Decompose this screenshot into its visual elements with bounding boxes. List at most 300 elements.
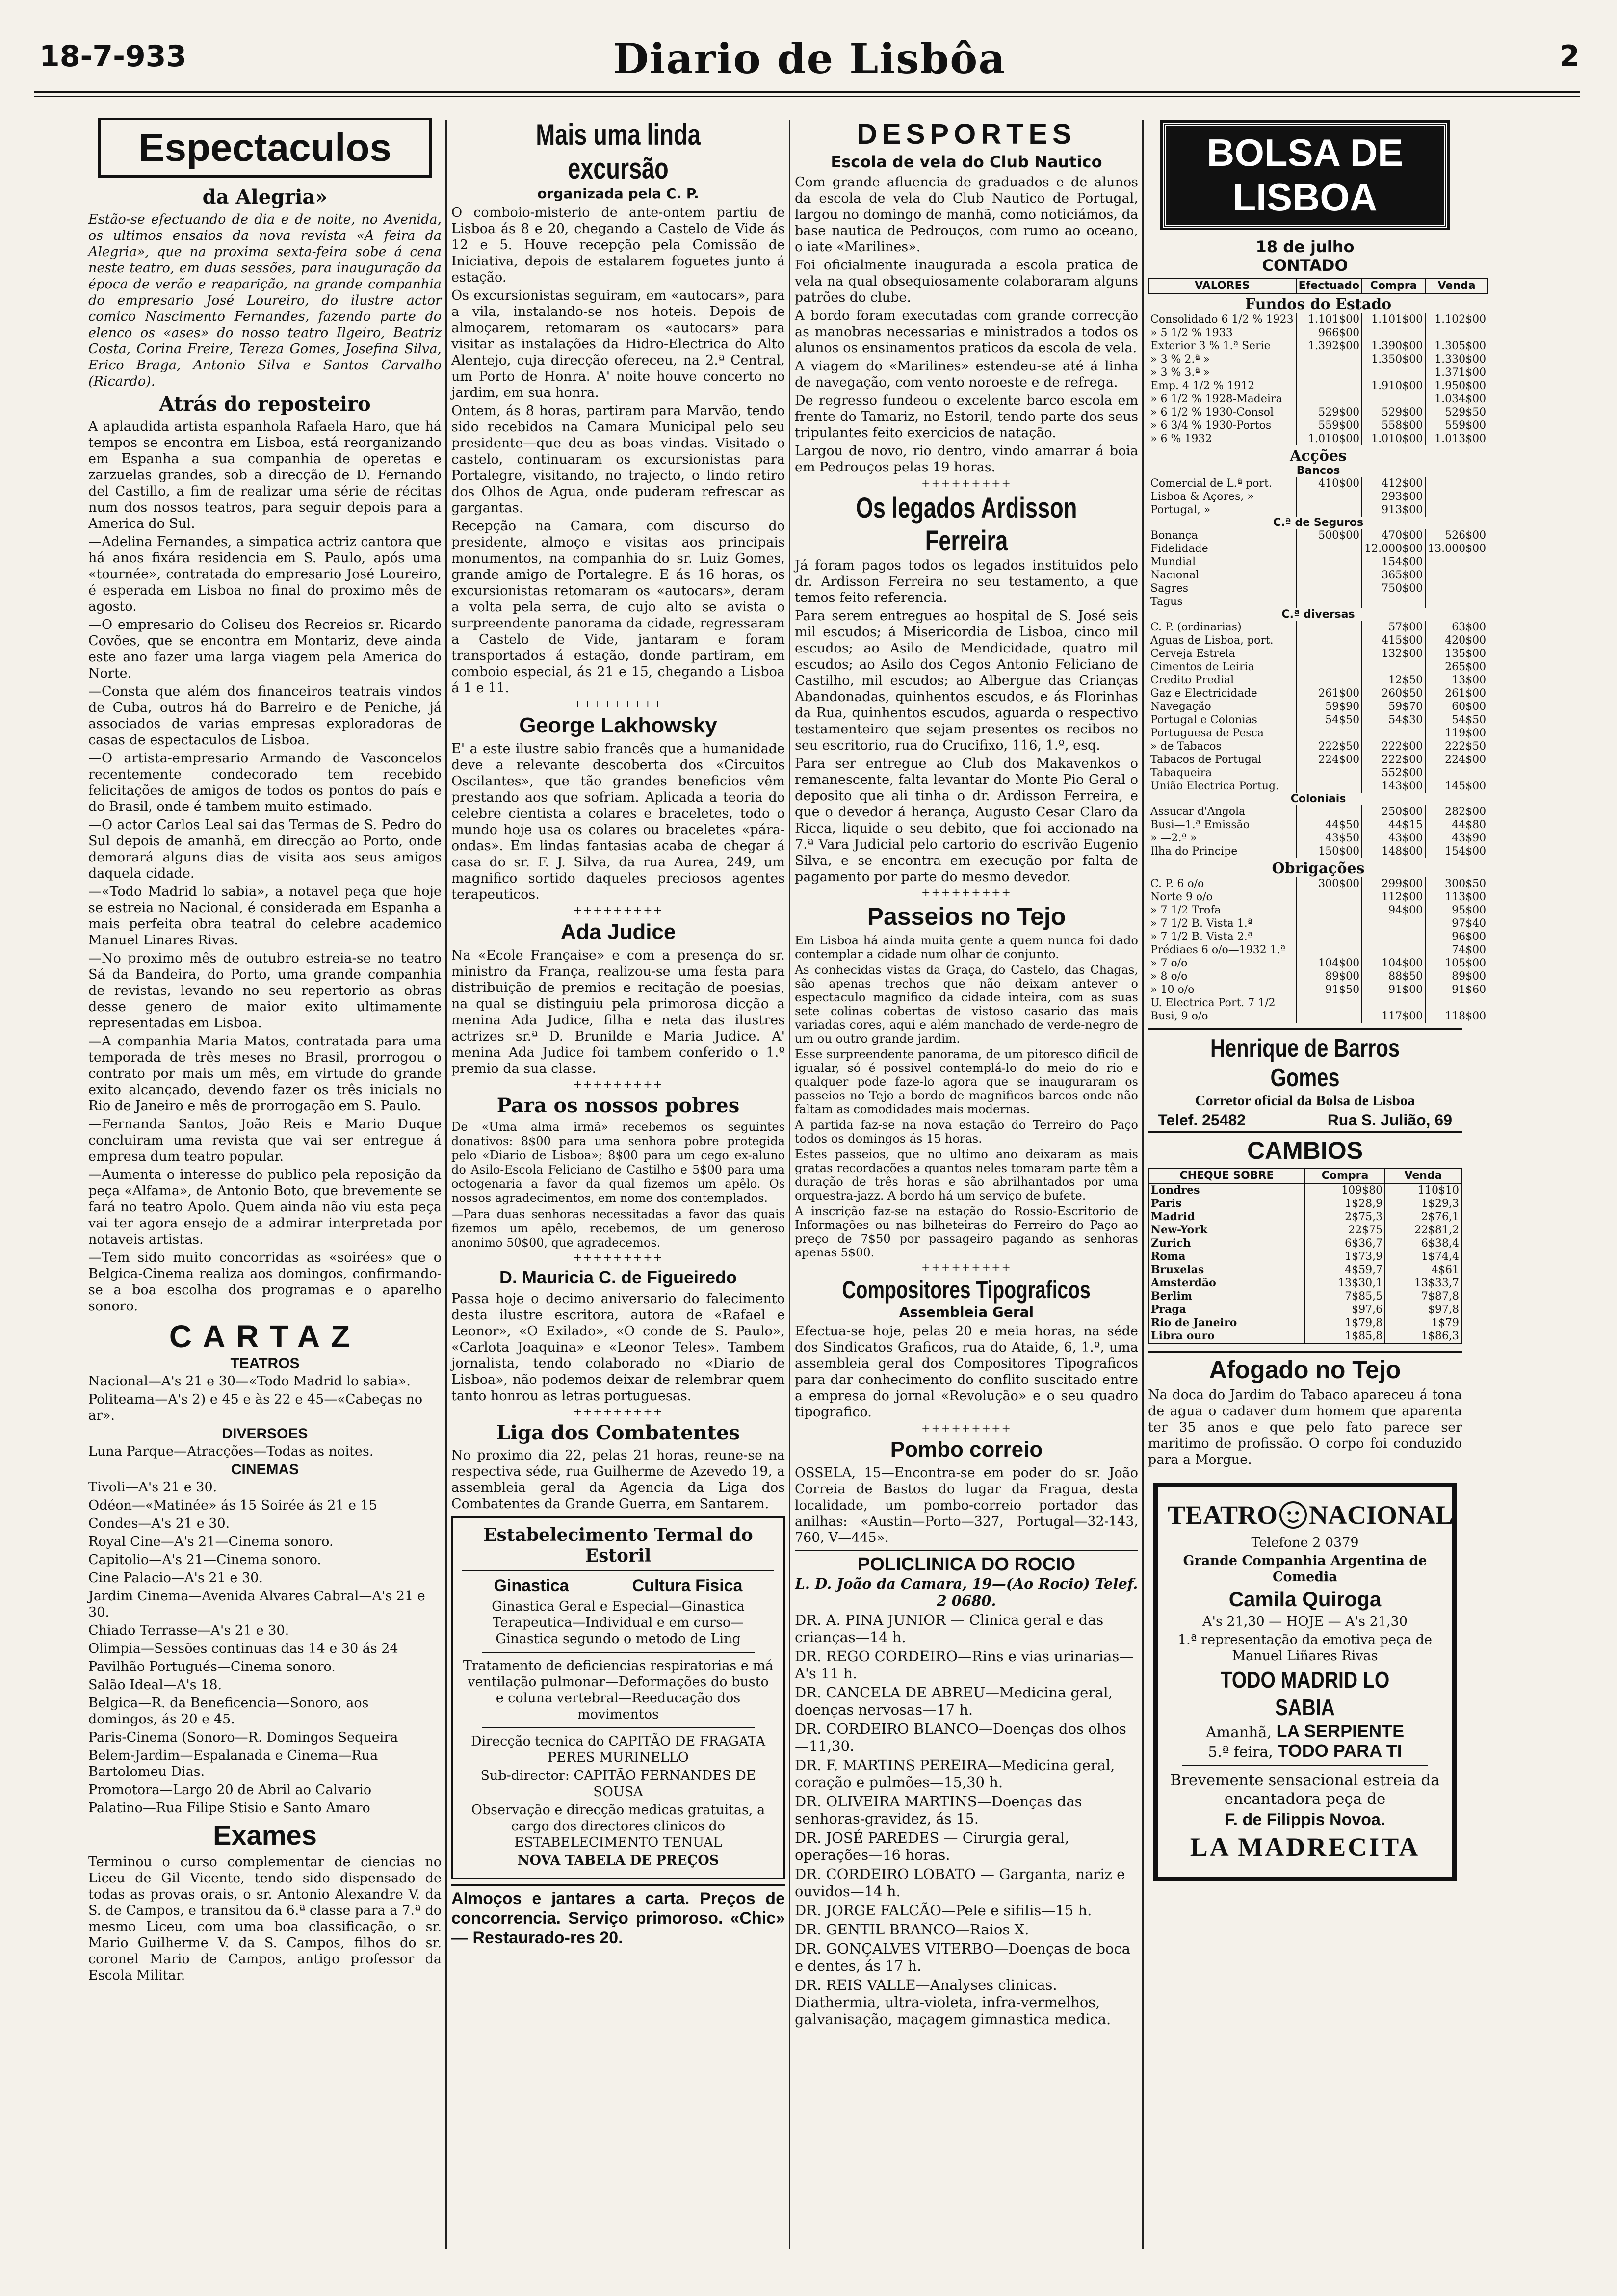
table-cell: 913$00 bbox=[1362, 503, 1425, 517]
headline-alegria: da Alegria» bbox=[202, 185, 328, 209]
table-row bbox=[1148, 1183, 1461, 1197]
table-cell: Madrid bbox=[1151, 1210, 1195, 1223]
table-row bbox=[1148, 996, 1488, 1010]
teatro-breve: Brevemente sensacional estreia da encantadora peça de bbox=[1170, 1772, 1440, 1808]
separator: +++++++++ bbox=[573, 905, 663, 917]
ad-estoril-subtitles bbox=[462, 1576, 774, 1595]
table-cell: 104$00 bbox=[1296, 957, 1362, 970]
table-cell: 282$00 bbox=[1425, 805, 1488, 818]
table-cell: 4$61 bbox=[1385, 1263, 1461, 1277]
table-cell bbox=[1362, 595, 1425, 608]
separator: +++++++++ bbox=[921, 1422, 1012, 1435]
table-cell: Portuguesa de Pesca bbox=[1150, 727, 1264, 739]
listing-item: Palatino—Rua Filipe Stisio e Santo Amaro bbox=[88, 1800, 370, 1816]
teatro-title-right: NACIONAL bbox=[1309, 1500, 1454, 1530]
table-cell: 97$40 bbox=[1425, 917, 1488, 930]
paragraph: O comboio-misterio de ante-ontem partiu de Lisboa ás 8 e 20, chegando a Castelo de Vide ás 12 e 5. Houve recepção pela Comissão de Iniciativa, depois de estalarem foguetes junto á estação. bbox=[451, 205, 785, 285]
headline-legados: Os legados Ardisson Ferreira bbox=[856, 492, 1077, 557]
table-cell: 91$50 bbox=[1296, 983, 1362, 996]
table-cell bbox=[1296, 366, 1362, 379]
table-row bbox=[1148, 1316, 1461, 1330]
table-cell: 154$00 bbox=[1425, 845, 1488, 858]
table-cell: » 7 1/2 Trofa bbox=[1150, 904, 1221, 916]
listing-item: Capitolio—A's 21—Cinema sonoro. bbox=[88, 1552, 321, 1567]
ad-line: Sub-director: CAPITÃO FERNANDES DE SOUSA bbox=[480, 1768, 756, 1800]
column-desportes bbox=[795, 118, 1138, 2252]
table-cell: 132$00 bbox=[1362, 647, 1425, 660]
corretor-name: Henrique de Barros Gomes bbox=[1210, 1034, 1400, 1092]
table-cell: 143$00 bbox=[1362, 780, 1425, 793]
table-cell: 43$50 bbox=[1296, 832, 1362, 845]
table-cell bbox=[1296, 595, 1362, 608]
table-cell: Cerveja Estrela bbox=[1150, 648, 1235, 660]
table-cell: 526$00 bbox=[1425, 529, 1488, 542]
table-cell: Lisboa & Açores, » bbox=[1150, 491, 1254, 503]
listing-item: Chiado Terrasse—A's 21 e 30. bbox=[88, 1623, 289, 1638]
table-cell: 265$00 bbox=[1425, 660, 1488, 674]
table-cell: 293$00 bbox=[1362, 490, 1425, 503]
table-cell: 552$00 bbox=[1362, 766, 1425, 780]
policlinica-line: DR. F. MARTINS PEREIRA—Medicina geral, coração e pulmões—15,30 h. bbox=[795, 1757, 1115, 1791]
page-number: 2 bbox=[1559, 39, 1580, 74]
paragraph: Já foram pagos todos os legados instituidos pelo dr. Ardisson Ferreira no seu testamento, a que temos feito referencia. bbox=[795, 558, 1138, 605]
table-cell bbox=[1296, 392, 1362, 406]
table-row bbox=[1148, 930, 1488, 943]
table-cell: 1.102$00 bbox=[1425, 313, 1488, 326]
listing-item: Cine Palacio—A's 21 e 30. bbox=[88, 1570, 263, 1586]
table-cell: 118$00 bbox=[1425, 1010, 1488, 1023]
paragraph: Efectua-se hoje, pelas 20 e meia horas, na séde dos Sindicatos Graficos, rua do Ataide, 6, 1.º, uma assembleia geral dos Compositores Tipograficos para dar conhecimento do conflito suscitado entre a empresa do jornal «Revolução» e o seu quadro tipografico. bbox=[795, 1324, 1138, 1420]
table-cell: Gaz e Electricidade bbox=[1150, 687, 1257, 700]
masthead: Diario de Lisbôa bbox=[613, 34, 1006, 83]
paragraph: Passa hoje o decimo aniversario do falecimento desta ilustre escritora, autora de «Rafael e Leonor», «O Exilado», «O conde de S. Paulo», «Carlota Joaquina» e «Leonor Teles». Tambem jornalista, tendo colaborado no «Diario de Lisboa», não podemos deixar de relembrar quem tanto honrou as letras portuguesas. bbox=[451, 1291, 785, 1404]
paragraph: Com grande afluencia de graduados e de alunos da escola de vela do Club Nautico de Portugal, largou no domingo de manhã, como noticiámos, da base nautica de Pedrouços, com rumo ao oceano, o iate «Marilines». bbox=[795, 175, 1138, 255]
table-row bbox=[1148, 780, 1488, 793]
table-cell: 1$28,9 bbox=[1305, 1197, 1385, 1210]
table-row bbox=[1148, 490, 1488, 503]
paragraph: OSSELA, 15—Encontra-se em poder do sr. João Correia de Bastos do lugar da Fragua, desta localidade, um pombo-correio portador das anilhas: «Austin—Porto—327, Portugal—32-143, 760, V—445». bbox=[795, 1465, 1138, 1545]
table-cell: Praga bbox=[1151, 1303, 1187, 1316]
separator: +++++++++ bbox=[573, 1079, 663, 1091]
column-espectaculos bbox=[88, 118, 442, 2252]
table-cell bbox=[1296, 647, 1362, 660]
table-cell bbox=[1296, 943, 1362, 957]
table-row bbox=[1148, 419, 1488, 432]
table-cell: » de Tabacos bbox=[1150, 740, 1222, 753]
cartaz-title: CARTAZ bbox=[169, 1319, 361, 1354]
bolsa-title: BOLSA DE LISBOA bbox=[1163, 123, 1447, 228]
table-row bbox=[1148, 1224, 1461, 1237]
headline-passeios: Passeios no Tejo bbox=[867, 903, 1066, 930]
table-cell: Portugal e Colonias bbox=[1150, 714, 1257, 726]
table-row bbox=[1148, 957, 1488, 970]
table-cell: 559$00 bbox=[1296, 419, 1362, 432]
header-rule-thin bbox=[34, 96, 1580, 97]
table-cell bbox=[1362, 930, 1425, 943]
table-cell: 4$59,7 bbox=[1305, 1263, 1385, 1277]
policlinica-address: L. D. João da Camara, 19—(Ao Rocio) Telef. 2 0680. bbox=[795, 1575, 1138, 1609]
table-cell: 43$00 bbox=[1362, 832, 1425, 845]
table-cell: 22$81,2 bbox=[1385, 1224, 1461, 1237]
table-row bbox=[1148, 687, 1488, 700]
headline-exames: Exames bbox=[213, 1820, 317, 1851]
table-cell: U. Electrica Port. 7 1/2 bbox=[1150, 997, 1276, 1009]
table-cell bbox=[1362, 326, 1425, 339]
policlinica-line: DR. OLIVEIRA MARTINS—Doenças das senhoras-gravidez, ás 15. bbox=[795, 1793, 1082, 1827]
table-row bbox=[1148, 753, 1488, 766]
corretor-sub: Corretor oficial da Bolsa de Lisboa bbox=[1195, 1093, 1415, 1109]
table-row bbox=[1148, 877, 1488, 890]
table-cell: 1.034$00 bbox=[1425, 392, 1488, 406]
table-cell bbox=[1296, 503, 1362, 517]
separator: +++++++++ bbox=[573, 1252, 663, 1264]
table-cell: 300$00 bbox=[1296, 877, 1362, 890]
ad-line: NOVA TABELA DE PREÇOS bbox=[517, 1853, 719, 1868]
table-cell: Tagus bbox=[1150, 596, 1183, 608]
article-alegria: Estão-se efectuando de dia e de noite, no Avenida, os ultimos ensaios da nova revista «A feira da Alegria», que na proxima sexta-feira sobe á cena neste teatro, em duas sessões, para inauguração da época de verão e reaparição, na grande companhia do empresario José Loureiro, do ilustre actor comico Nascimento Fernandes, fazendo parte do elenco os «ases» do nosso teatro Ilgeiro, Beatriz Costa, Corina Freire, Tereza Gomes, Josefina Silva, Erico Braga, Antonio Silva e Santos Carvalho (Ricardo). bbox=[88, 212, 442, 389]
table-cell: 54$50 bbox=[1296, 713, 1362, 727]
paragraph: —O empresario do Coliseu dos Recreios sr. Ricardo Covões, que se encontra em Montariz, deve ainda este ano fazer uma larga viagem pela America do Norte. bbox=[88, 617, 442, 681]
table-cell: Exterior 3 % 1.ª Serie bbox=[1150, 340, 1271, 352]
table-cell: 1.101$00 bbox=[1296, 313, 1362, 326]
paragraph: —Aumenta o interesse do publico pela reposição da peça «Alfama», de Antonio Boto, que brevemente se fará no teatro Apolo. Quem ainda não viu esta peça vai ter agora ensejo de a admirar interpretada por notaveis artistas. bbox=[88, 1167, 442, 1247]
col-header: Compra bbox=[1362, 278, 1425, 293]
ad-line: Tratamento de deficiencias respiratorias e má ventilação pulmonar—Deformações do busto e coluna vertebral—Reeducação dos movimentos bbox=[463, 1658, 774, 1722]
diversoes-heading: DIVERSOES bbox=[222, 1426, 308, 1442]
teatro-next: LA MADRECITA bbox=[1190, 1832, 1420, 1862]
table-cell: Rio de Janeiro bbox=[1151, 1316, 1237, 1329]
policlinica-line: DR. JOSÉ PAREDES — Cirurgia geral, operações—16 horas. bbox=[795, 1829, 1069, 1863]
table-cell: 12.000$00 bbox=[1362, 542, 1425, 555]
table-cell: 94$00 bbox=[1362, 904, 1425, 917]
table-cell: » 5 1/2 % 1933 bbox=[1150, 327, 1233, 339]
table-cell: 300$50 bbox=[1425, 877, 1488, 890]
table-row bbox=[1148, 1290, 1461, 1303]
paragraph: Em Lisboa há ainda muita gente a quem nunca foi dado contemplar a cidade num olhar de conjunto. bbox=[795, 934, 1138, 961]
listing-item: Politeama—A's 2) e 45 e às 22 e 45—«Cabeças no ar». bbox=[88, 1392, 423, 1423]
ad-almocos bbox=[451, 1884, 785, 1948]
table-row bbox=[1148, 805, 1488, 818]
col-header: Venda bbox=[1425, 278, 1488, 293]
table-cell: 261$00 bbox=[1296, 687, 1362, 700]
column-bolsa bbox=[1148, 118, 1487, 2252]
table-row bbox=[1148, 845, 1488, 858]
table-cell bbox=[1296, 930, 1362, 943]
table-cell bbox=[1296, 490, 1362, 503]
table-section-heading: Bancos bbox=[1296, 465, 1340, 477]
table-row bbox=[1148, 983, 1488, 996]
col-header: VALORES bbox=[1148, 278, 1296, 293]
paragraph: —«Todo Madrid lo sabia», a notavel peça que hoje se estreia no Nacional, é considerada em Espanha a mais perfeita obra teatral do celebre academico Manuel Linares Rivas. bbox=[88, 884, 442, 948]
table-cell: Zurich bbox=[1151, 1237, 1191, 1250]
ad-estoril-cultura: Cultura Fisica bbox=[632, 1576, 743, 1595]
table-cell: Fidelidade bbox=[1150, 543, 1208, 555]
headline-mauricia: D. Mauricia C. de Figueiredo bbox=[499, 1267, 737, 1287]
table-cell: 148$00 bbox=[1362, 845, 1425, 858]
table-row bbox=[1148, 727, 1488, 740]
table-cell: 1$74,4 bbox=[1385, 1250, 1461, 1263]
table-cell: 1.305$00 bbox=[1425, 339, 1488, 353]
table-cell: Londres bbox=[1151, 1184, 1200, 1197]
table-cell: 1.910$00 bbox=[1362, 379, 1425, 392]
table-row bbox=[1148, 943, 1488, 957]
table-row bbox=[1148, 674, 1488, 687]
table-cell bbox=[1296, 379, 1362, 392]
paragraph: —Tem sido muito concorridas as «soirées» que o Belgica-Cinema realiza aos domingos, confirmando-se a boa escolha dos programas e o aparelho sonoro. bbox=[88, 1250, 442, 1314]
table-cell: $97,6 bbox=[1305, 1303, 1385, 1316]
table-row bbox=[1148, 392, 1488, 406]
table-cell bbox=[1362, 996, 1425, 1010]
ad-line: Ginastica Geral e Especial—Ginastica Terapeutica—Individual e em curso—Ginastica segundo o metodo de Ling bbox=[492, 1599, 745, 1646]
paragraph: De regresso fundeou o excelente barco escola em frente do Tamariz, no Estoril, tendo parte dos seus tripulantes feito exercicios de natação. bbox=[795, 393, 1138, 441]
table-cell: 12$50 bbox=[1362, 674, 1425, 687]
table-section-heading: Fundos do Estado bbox=[1245, 296, 1392, 313]
table-cell: 6$38,4 bbox=[1385, 1237, 1461, 1250]
table-cell: Paris bbox=[1151, 1197, 1182, 1210]
bolsa-body bbox=[1148, 293, 1488, 1023]
policlinica-line: DR. A. PINA JUNIOR — Clinica geral e das crianças—14 h. bbox=[795, 1612, 1104, 1645]
table-cell: 43$90 bbox=[1425, 832, 1488, 845]
table-cell: Credito Predial bbox=[1150, 674, 1234, 686]
table-cell: 74$00 bbox=[1425, 943, 1488, 957]
table-cell: 105$00 bbox=[1425, 957, 1488, 970]
table-row bbox=[1148, 542, 1488, 555]
policlinica-title: POLICLINICA DO ROCIO bbox=[857, 1554, 1076, 1575]
table-row bbox=[1148, 366, 1488, 379]
table-cell: 54$50 bbox=[1425, 713, 1488, 727]
headline-pobres: Para os nossos pobres bbox=[496, 1094, 740, 1117]
table-cell: 1.392$00 bbox=[1296, 339, 1362, 353]
article-afogado bbox=[1148, 1351, 1462, 1468]
table-row bbox=[1148, 970, 1488, 983]
column-divider bbox=[445, 120, 447, 2249]
teatro-star: Camila Quiroga bbox=[1228, 1588, 1382, 1611]
table-row bbox=[1148, 647, 1488, 660]
table-cell: 222$00 bbox=[1362, 753, 1425, 766]
table-cell bbox=[1362, 943, 1425, 957]
table-cell: Ilha do Principe bbox=[1150, 845, 1238, 858]
teatro-amanha: Amanhã, LA SERPIENTE bbox=[1205, 1721, 1405, 1741]
separator: +++++++++ bbox=[921, 1261, 1012, 1274]
corretor-addr: Rua S. Julião, 69 bbox=[1327, 1111, 1452, 1129]
table-cell: 113$00 bbox=[1425, 890, 1488, 904]
table-cell: 415$00 bbox=[1362, 634, 1425, 647]
table-row bbox=[1148, 326, 1488, 339]
subheadline-compositores: Assembleia Geral bbox=[899, 1304, 1034, 1320]
table-cell bbox=[1425, 503, 1488, 517]
paragraph: As conhecidas vistas da Graça, do Castelo, das Chagas, são apenas trechos que não deixam antever o espectaculo magnifico da cidade inteira, com as suas sete colinas cobertas de vistoso casario das mais variadas cores, aqui e além manchado de verde-negro de um ou outro grande jardim. bbox=[795, 963, 1138, 1045]
table-row bbox=[1148, 818, 1488, 832]
table-cell: 1$79,8 bbox=[1305, 1316, 1385, 1330]
ad-teatro-nacional bbox=[1153, 1483, 1457, 1881]
headline-pombo: Pombo correio bbox=[890, 1437, 1043, 1461]
listing-item: Pavilhão Portugués—Cinema sonoro. bbox=[88, 1659, 336, 1674]
listing-item: Odéon—«Matinée» ás 15 Soirée ás 21 e 15 bbox=[88, 1498, 377, 1513]
subheadline-excursao: organizada pela C. P. bbox=[537, 185, 699, 202]
table-cell bbox=[1296, 766, 1362, 780]
headline-judice: Ada Judice bbox=[560, 920, 676, 944]
table-cell: 222$50 bbox=[1425, 740, 1488, 753]
table-cell: Comercial de L.ª port. bbox=[1150, 477, 1272, 490]
table-cell: 145$00 bbox=[1425, 780, 1488, 793]
paragraph: A aplaudida artista espanhola Rafaela Haro, que há tempos se encontra em Lisboa, está reorganizando em Espanha a sua companhia de operetas e zarzuelas grandes, sob a direcção de D. Fernando del Castillo, a fim de realizar uma série de récitas num dos nossos teatros, para seguir depois para a America do Sul. bbox=[88, 419, 442, 531]
table-cell: 13$30,1 bbox=[1305, 1277, 1385, 1290]
paragraph: —Para duas senhoras necessitadas a favor das quais fizemos um apêlo, recebemos, de um generoso anonimo 50$00, que agradecemos. bbox=[451, 1207, 785, 1250]
table-cell: 2$76,1 bbox=[1385, 1210, 1461, 1224]
table-cell: 558$00 bbox=[1362, 419, 1425, 432]
table-section-heading: Coloniais bbox=[1290, 793, 1346, 805]
table-cell: $97,8 bbox=[1385, 1303, 1461, 1316]
table-cell: 1$29,3 bbox=[1385, 1197, 1461, 1210]
table-cell: 224$00 bbox=[1296, 753, 1362, 766]
table-cell: 224$00 bbox=[1425, 753, 1488, 766]
headline-liga: Liga dos Combatentes bbox=[496, 1421, 740, 1444]
table-cell bbox=[1296, 542, 1362, 555]
teatro-title bbox=[1168, 1499, 1454, 1531]
cartaz-listing bbox=[88, 1356, 442, 1816]
teatro-premiere: 1.ª representação da emotiva peça de Manuel Liñares Rivas bbox=[1178, 1632, 1432, 1664]
table-row bbox=[1148, 1237, 1461, 1250]
table-cell bbox=[1362, 727, 1425, 740]
teatro-quinta: 5.ª feira, TODO PARA TI bbox=[1208, 1741, 1402, 1761]
paragraph: A viagem do «Marilines» estendeu-se até á linha de navegação, com vento noroeste e de refrega. bbox=[795, 359, 1138, 390]
table-cell: Bruxelas bbox=[1151, 1263, 1204, 1276]
separator: +++++++++ bbox=[921, 477, 1012, 490]
table-row bbox=[1148, 595, 1488, 608]
table-cell: 261$00 bbox=[1425, 687, 1488, 700]
column-news-2 bbox=[451, 118, 785, 2252]
teatro-play: TODO MADRID LO SABIA bbox=[1220, 1667, 1390, 1720]
paragraph: E' a este ilustre sabio francês que a humanidade deve a relevante descoberta dos «Circuitos Oscilantes», que tão grandes beneficios vêm prestando aos que sofriam. Aplicada a teoria do celebre cientista a colares e braceletes, todo o mundo hoje usa os colares ou braceletes «pára-ondas». Em lindas fantasias acaba de chegar á casa do sr. F. J. Silva, da rua Aurea, 249, um magnifico sortido daqueles preciosos agentes terapeuticos. bbox=[451, 741, 785, 902]
table-cell: New-York bbox=[1151, 1224, 1208, 1236]
table-cell: Mundial bbox=[1150, 556, 1196, 568]
paragraph: —O artista-empresario Armando de Vasconcelos recentemente condecorado tem recebido felicitações de amigos de todos os pontos do país e do Brasil, onde é tambem muito estimado. bbox=[88, 751, 442, 814]
corretor-contact bbox=[1148, 1109, 1462, 1131]
table-cell: 1$86,3 bbox=[1385, 1330, 1461, 1343]
table-cell: 410$00 bbox=[1296, 477, 1362, 490]
table-cell: » 10 o/o bbox=[1150, 984, 1195, 996]
table-cell: 750$00 bbox=[1362, 582, 1425, 595]
teatro-tel: Telefone 2 0379 bbox=[1251, 1535, 1359, 1550]
table-row bbox=[1148, 1303, 1461, 1316]
table-cell: 109$80 bbox=[1305, 1183, 1385, 1197]
bolsa-table bbox=[1148, 278, 1488, 1023]
bolsa-subtitle: CONTADO bbox=[1262, 256, 1348, 275]
table-cell: 13$33,7 bbox=[1385, 1277, 1461, 1290]
table-cell bbox=[1296, 727, 1362, 740]
table-cell: 13$00 bbox=[1425, 674, 1488, 687]
table-cell: 91$60 bbox=[1425, 983, 1488, 996]
table-row bbox=[1148, 339, 1488, 353]
table-cell: Roma bbox=[1151, 1250, 1186, 1263]
table-row bbox=[1148, 582, 1488, 595]
policlinica-line: DR. CORDEIRO BLANCO—Doenças dos olhos—11,30. bbox=[795, 1721, 1126, 1754]
table-cell: 470$00 bbox=[1362, 529, 1425, 542]
listing-item: Belgica—R. da Beneficencia—Sonoro, aos domingos, ás 20 e 45. bbox=[88, 1696, 369, 1727]
table-cell bbox=[1296, 634, 1362, 647]
table-cell bbox=[1296, 353, 1362, 366]
table-cell: Cimentos de Leiria bbox=[1150, 661, 1254, 673]
table-cell bbox=[1296, 917, 1362, 930]
paragraph: Foi oficialmente inaugurada a escola pratica de vela na qual obsequiosamente colaboraram alguns patrões do clube. bbox=[795, 258, 1138, 305]
table-cell: 60$00 bbox=[1425, 700, 1488, 713]
table-cell: 154$00 bbox=[1362, 555, 1425, 569]
table-cell: 44$15 bbox=[1362, 818, 1425, 832]
listing-item: Nacional—A's 21 e 30—«Todo Madrid lo sabia». bbox=[88, 1374, 411, 1389]
table-row bbox=[1148, 1330, 1461, 1343]
table-cell: Navegação bbox=[1150, 701, 1211, 713]
paragraph: Na «Ecole Française» e com a presença do sr. ministro da França, realizou-se uma festa para distribuição de premios e recitação de poesias, na qual se distinguiu pela primorosa dicção a menina Ada Judice, filha e neta das ilustres actrizes sr.ª D. Brunilde e Maria Judice. A' menina Ada Judice foi tambem conferido o 1.º premio da sua classe. bbox=[451, 948, 785, 1076]
table-cell: » 8 o/o bbox=[1150, 970, 1188, 983]
ad-estoril-ginastica: Ginastica bbox=[494, 1576, 569, 1595]
table-cell: 250$00 bbox=[1362, 805, 1425, 818]
table-cell: Assucar d'Angola bbox=[1150, 806, 1246, 818]
table-cell bbox=[1296, 780, 1362, 793]
table-cell: 529$00 bbox=[1296, 406, 1362, 419]
table-row bbox=[1148, 1277, 1461, 1290]
paragraph: Esse surpreendente panorama, de um pitoresco dificil de igualar, só é possivel contemplá-lo do meio do rio e qualquer pode faze-lo agora que se inauguraram os passeios no Tejo a bordo de magnificos barcos onde não faltam as comodidades mais modernas. bbox=[795, 1047, 1138, 1116]
teatros-heading: TEATROS bbox=[230, 1356, 300, 1372]
table-cell: » 3 % 2.ª » bbox=[1150, 353, 1210, 365]
paragraph: A inscrição faz-se na estação do Rossio-Escritorio de Informações ou nas bilheteiras do Ferreiro do Paço ao preço de 7$50 por passageiro pagando as senhoras apenas 5$00. bbox=[795, 1204, 1138, 1259]
table-section-heading: C.ª diversas bbox=[1281, 608, 1355, 621]
table-cell: 966$00 bbox=[1296, 326, 1362, 339]
table-cell: 150$00 bbox=[1296, 845, 1362, 858]
paragraph: Ontem, ás 8 horas, partiram para Marvão, tendo sido recebidos na Camara Municipal pelo seu presidente—que deu as boas vindas. Visitado o castelo, continuaram os excursionistas para Portalegre, visitando, no trajecto, o lindo retiro dos Olhos de Agua, onde puderam refrescar as gargantas. bbox=[451, 403, 785, 516]
table-cell: Norte 9 o/o bbox=[1150, 891, 1213, 903]
paragraph: A partida faz-se na nova estação do Terreiro do Paço todos os domingos ás 15 horas. bbox=[795, 1118, 1138, 1146]
headline-afogado: Afogado no Tejo bbox=[1209, 1356, 1401, 1383]
separator: +++++++++ bbox=[573, 1406, 663, 1418]
listing-item: Jardim Cinema—Avenida Alvares Cabral—A's 21 e 30. bbox=[88, 1589, 425, 1620]
policlinica-line: DR. JORGE FALCÃO—Pele e sifilis—15 h. bbox=[795, 1902, 1092, 1919]
table-cell bbox=[1296, 660, 1362, 674]
headline-excursao: Mais uma linda excursão bbox=[536, 118, 701, 185]
ad-estoril-title: Estabelecimento Termal do Estoril bbox=[462, 1525, 774, 1571]
listing-item: Royal Cine—A's 21—Cinema sonoro. bbox=[88, 1534, 334, 1549]
teatro-title-left: TEATRO bbox=[1168, 1500, 1278, 1530]
table-cell bbox=[1362, 366, 1425, 379]
table-cell bbox=[1425, 766, 1488, 780]
column-divider bbox=[789, 120, 790, 2249]
table-cell: 529$00 bbox=[1362, 406, 1425, 419]
table-row bbox=[1148, 555, 1488, 569]
table-cell bbox=[1425, 555, 1488, 569]
table-cell: 135$00 bbox=[1425, 647, 1488, 660]
table-cell: 1$79 bbox=[1385, 1316, 1461, 1330]
table-row bbox=[1148, 406, 1488, 419]
table-cell: União Electrica Portug. bbox=[1150, 780, 1279, 792]
policlinica-line: DR. REGO CORDEIRO—Rins e vias urinarias—A's 11 h. bbox=[795, 1648, 1134, 1682]
ad-almocos-text: Almoços e jantares a carta. Preços de concorrencia. Serviço primoroso. «Chic» — Restaurado-res 20. bbox=[451, 1889, 785, 1947]
ad-corretor bbox=[1148, 1028, 1462, 1131]
table-cell: 1.350$00 bbox=[1362, 353, 1425, 366]
separator: +++++++++ bbox=[921, 887, 1012, 899]
table-cell: 44$50 bbox=[1296, 818, 1362, 832]
table-row bbox=[1148, 700, 1488, 713]
table-row bbox=[1148, 1197, 1461, 1210]
table-cell: Aguas de Lisboa, port. bbox=[1150, 634, 1274, 647]
table-cell bbox=[1362, 392, 1425, 406]
table-cell: Amsterdão bbox=[1151, 1277, 1216, 1289]
table-cell: 559$00 bbox=[1425, 419, 1488, 432]
table-cell: 1.371$00 bbox=[1425, 366, 1488, 379]
table-row bbox=[1148, 766, 1488, 780]
table-cell: 412$00 bbox=[1362, 477, 1425, 490]
paragraph: —Consta que além dos financeiros teatrais vindos de Cuba, outros há do Barreiro e de Peniche, já associados de varias empresas exploradoras de casas de espectaculos de Lisboa. bbox=[88, 684, 442, 748]
table-row bbox=[1148, 379, 1488, 392]
table-cell bbox=[1362, 917, 1425, 930]
